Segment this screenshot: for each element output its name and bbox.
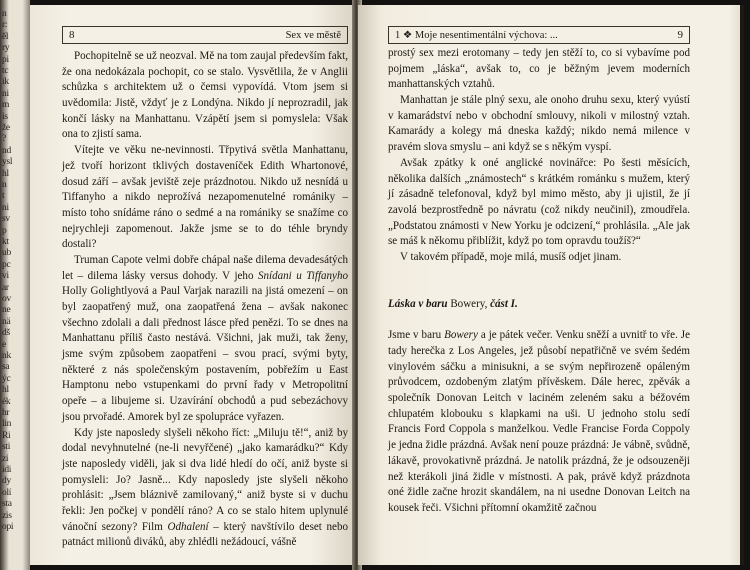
- edge-text-fragment: dy: [2, 476, 11, 487]
- edge-text-fragment: idi: [2, 465, 12, 475]
- edge-text-fragment: n: [2, 180, 7, 190]
- section-heading: [388, 297, 690, 313]
- right-paragraph: Avšak zpátky k oné anglické novinářce: Po šesti měsících, několika dalších „známostech“ s krátkém románku s mužem, který jí zásadně telefonoval, když byl mimo město, aby ji ujistil, že jí zavolá bezprostředně po návratu (což nikdy neučinil), zmoudřela. „Podstatou známosti v New Yorku je odcizení,“ prohlásila. „Ale jak se máš k někomu přiblížit, když po tom opravdu toužíš?“: [388, 156, 690, 248]
- section-heading-place: Bowery,: [450, 297, 488, 310]
- right-body-text: [388, 46, 690, 517]
- edge-text-fragment: t: [2, 191, 5, 202]
- left-paragraph: Pochopitelně se už neozval. Mě na tom zaujal především fakt, že ona nedokázala pochopit, co se stalo. Vysvětlila, že v Anglii schůzka s architektem už o čemsi vypovídá. Vtom jsem si uvědomila: Jistě, vždyť je z Londýna. Nikdo jí neprozradil, jak končí lásky na Manhattanu. Vzápětí jsem si pomyslela: Však ona to zjistí sama.: [62, 50, 348, 141]
- edge-text-fragment: ar: [2, 282, 9, 293]
- edge-text-fragment: ?: [2, 134, 6, 145]
- edge-text-fragment: sv: [2, 214, 10, 225]
- section-spacing: [388, 266, 690, 282]
- left-running-title: Sex ve městě: [285, 29, 341, 41]
- edge-text-fragment: ěl: [2, 31, 9, 42]
- page-edge-shadow: [740, 5, 744, 565]
- edge-text-fragment: sta: [2, 499, 12, 510]
- edge-text-fragment: Ri: [2, 430, 11, 441]
- edge-text-fragment: hl: [2, 385, 9, 396]
- left-page: [30, 5, 356, 565]
- left-paragraph: Vítejte ve věku ne-nevinnosti. Třpytivá světla Manhattanu, jež tvoří horizont tklivých dostaveníček Edith Whartonové, dosud září – avšak jeviště zeje prázdnotou. Nikdo už nesnídá u Tiffanyho a nikdo neprožívá nezapomenutelné romániky – místo toho snídáme ráno o sedmé a na romániky se snažíme co nejrychleji zapomenout. Jakže jsme se to do téhle bryndy dostali?: [62, 144, 348, 251]
- previous-page-edge: [0, 0, 30, 570]
- right-paragraph: Manhattan je stále plný sexu, ale onoho druhu sexu, který vyústí v kamarádství nebo v obchodní smlouvy, nikoli v milostný vztah. Kamarády a kolegy má dneska každý; nikdo nemá milence v pravém slova smyslu – ani když se s někým vyspí.: [388, 94, 690, 154]
- edge-text-fragment: zi: [2, 453, 9, 464]
- edge-text-fragment: ub: [2, 248, 11, 259]
- edge-text-fragment: e: [2, 339, 6, 350]
- edge-text-fragment: p: [2, 225, 7, 236]
- edge-text-fragment: zis: [2, 510, 12, 521]
- edge-text-fragment: is: [2, 111, 8, 122]
- edge-text-fragment: ysl: [2, 157, 13, 168]
- edge-text-fragment: pc: [2, 259, 11, 270]
- edge-text-fragment: nk: [2, 351, 11, 361]
- edge-text-fragment: m: [2, 100, 10, 111]
- section-spacing: [388, 313, 690, 329]
- right-page-number: 9: [677, 29, 683, 41]
- right-running-title: 1 ❖ Moje nesentimentální výchova: ...: [395, 30, 558, 41]
- left-paragraph: Truman Capote velmi dobře chápal naše dilema devadesátých let – dilema lásky versus dohody. V jeho Snídani u Tiffanyho Holly Golightlyová a Paul Varjak narazili na jistá omezení – on byl zaopatřený muž, ona zaopatřená žena – avšak nakonec všechno zdolali a dali přednost lásce před penězi. To se dnes na Manhattanu příliš často nestává. Všichni, jak muži, tak ženy, jsme svým způsobem zaopatřeni – svou prací, svými byty, některé z nás společenským postavením, pobřežím u East Hamptonu nebo vstupenkami do první řady v Metropolitní opeře – a libujeme si. Uzavírání obchodů a pud sebezáchovy jsou prvořadé. Amorek byl ze spolupráce vyřazen.: [62, 253, 349, 423]
- section-spacing: [388, 281, 690, 297]
- edge-text-fragment: sti: [2, 442, 11, 453]
- right-paragraph: prostý sex mezi erotomany – tedy jen stěží to, co si vybavíme pod pojmem „láska“, avšak to, co je běžným jevem moderních manhattanských vztahů.: [388, 47, 690, 91]
- edge-text-fragment: ne: [2, 305, 11, 316]
- edge-text-fragment: ni: [2, 202, 9, 213]
- left-body-text: [62, 49, 348, 551]
- edge-text-fragment: ék: [2, 396, 11, 407]
- edge-text-fragment: ýc: [2, 373, 11, 384]
- edge-text-fragment: hr: [2, 408, 10, 418]
- left-paragraph: Kdy jste naposledy slyšeli někoho říct: „Miluju tě!“, aniž by dodal nevyhnutelné (ne-li nevyřčené) „jako kamarádku?“ Kdy jste naposledy viděli, jak si dva lidé hledí do očí, aniž byste si pomysleli: Jo? Jasně... Kdy naposledy jste slyšeli někoho prohlásit: „Jsem bláznivě zamilovaný,“ aniž byste si v duchu řekli: Jen počkej v pondělí ráno? A co se stalo hitem uplynulé vánoční sezony? Film Odhalení – který navštívilo deset nebo patnáct milionů diváků, aby zhlédli nežádoucí, vášně: [62, 426, 348, 549]
- edge-text-fragment: ov: [2, 294, 11, 304]
- section-heading-title: Láska v baru: [388, 297, 448, 310]
- italic-title: Snídani u Tiffanyho: [257, 269, 349, 282]
- left-page-number: 8: [69, 29, 75, 41]
- edge-text-fragment: r:: [2, 20, 8, 31]
- edge-text-fragment: že: [2, 123, 10, 133]
- section-heading-part: část I.: [490, 297, 518, 310]
- edge-text-fragment: opi: [2, 522, 14, 532]
- right-paragraph: V takovém případě, moje milá, musíš odjet jinam.: [400, 250, 622, 263]
- edge-text-fragment: sa: [2, 362, 10, 373]
- italic-title: Odhalení: [167, 520, 209, 533]
- right-section-paragraph: Jsme v baru Bowery a je pátek večer. Venku sněží a uvnitř to vře. Je tady herečka z Los Angeles, jež působí nepatřičně ve svém šedém vinylovém sáčku a minisukni, a se svým nepřirozeně opáleným průvodcem, ozdobeným zlatým přívěskem. Dále herec, zpěvák a společník Donovan Leitch v laciném zeleném saku a béžovém chlupatém klobouku s klapkami na uši. U jednoho stolu sedí Francis Ford Coppola s manželkou. Vedle Francise Forda Coppoly je jedna židle prázdná. Avšak není pouze prázdná: Je vábně, svůdně, lákavě, provokativně prázdná. Je natolik prázdná, že je odsouzeněji než kterákoli jiná židle v místnosti. A pak, právě když prázdnota oné židle začne hrozit skandálem, na ni usedne Donovan Leitch na kousek řeči. Všichni přítomní okamžitě začnou: [388, 329, 691, 514]
- right-page: [358, 5, 744, 565]
- edge-text-fragment: ik: [2, 77, 9, 88]
- right-running-head: [388, 26, 690, 44]
- edge-text-fragment: vi: [2, 271, 9, 282]
- edge-text-fragment: olí: [2, 487, 12, 498]
- edge-text-fragment: dš: [2, 328, 10, 339]
- edge-text-fragment: nä: [2, 316, 11, 327]
- edge-text-fragment: ry: [2, 43, 10, 54]
- edge-text-fragment: lin: [2, 419, 12, 430]
- edge-text-fragment: nd: [2, 145, 11, 156]
- edge-text-fragment: n: [2, 9, 7, 19]
- edge-text-fragment: kt: [2, 237, 9, 247]
- left-running-head: [62, 26, 348, 44]
- edge-text-fragment: tc: [2, 66, 9, 76]
- edge-text-fragment: pi: [2, 54, 9, 65]
- italic-title: Bowery: [444, 329, 478, 342]
- edge-text-fragment: ni: [2, 88, 9, 99]
- edge-text-fragment: hl: [2, 168, 9, 179]
